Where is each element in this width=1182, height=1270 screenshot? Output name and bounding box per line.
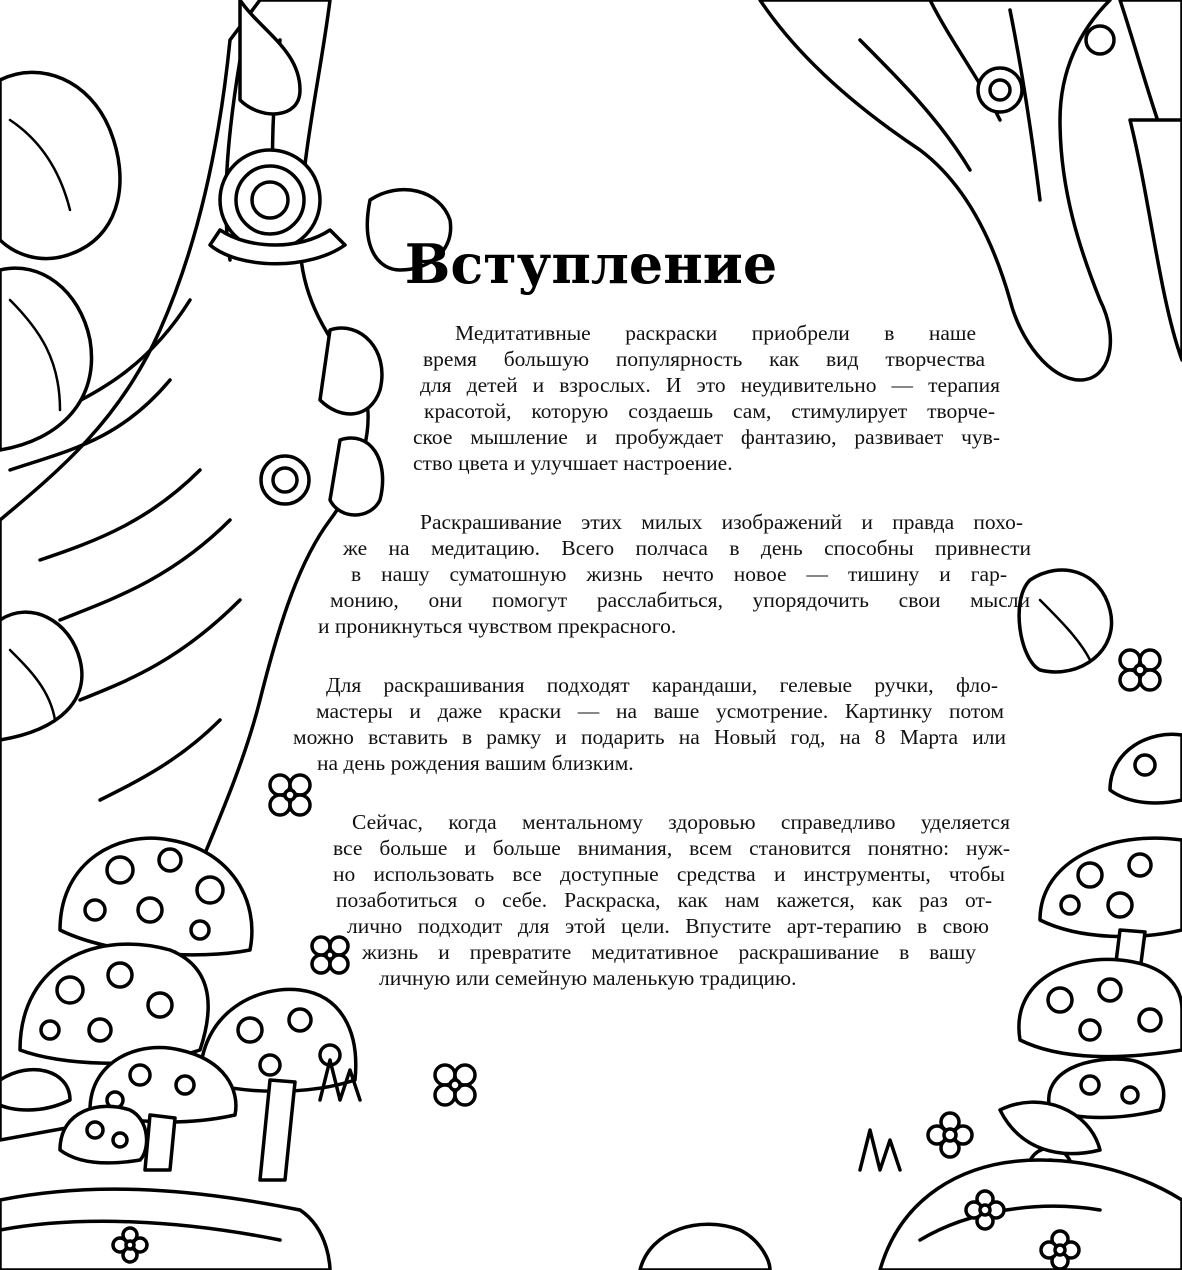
text-line: позаботиться о себе. Раскраска, как нам кажется, как раз от- [336,888,992,912]
text-line: можно вставить в рамку и подарить на Новый год, на 8 Марта или [293,725,1006,749]
text-line: и проникнуться чувством прекрасного. [318,614,677,638]
text-line: все больше и больше внимания, всем становится понятно: нуж- [333,836,1010,860]
text-line: ство цвета и улучшает настроение. [413,451,733,475]
text-line: монию, они помогут расслабиться, упорядочить свои мысли [330,588,1030,612]
mushroom-icon [1000,734,1182,1153]
text-line: жизнь и превратите медитативное раскрашивание в вашу [362,940,976,964]
text-line: мастеры и даже краски — на ваше усмотрение. Картинку потом [316,699,1004,723]
text-line: Медитативные раскраски приобрели в наше [455,321,976,345]
text-line: красотой, которую создаешь сам, стимулирует творче- [424,399,995,423]
text-line: Для раскрашивания подходят карандаши, гелевые ручки, фло- [326,673,998,697]
text-line: время большую популярность как вид творчества [423,347,985,371]
text-line: ское мышление и пробуждает фантазию, развивает чув- [413,425,1000,449]
text-line: же на медитацию. Всего полчаса в день способны привнести [343,536,1031,560]
text-line: в нашу суматошную жизнь нечто новое — тишину и гар- [351,562,1007,586]
text-line: но использовать все доступные средства и инструменты, чтобы [333,862,1005,886]
page-title: Вступление [404,232,778,296]
text-line: для детей и взрослых. И это неудивительно — терапия [420,373,1000,397]
text-line: лично подходит для этой цели. Впустите арт-терапию в свою [347,914,989,938]
text-line: на день рождения вашим близким. [317,751,634,775]
text-line: Сейчас, когда ментальному здоровью справедливо уделяется [352,810,1010,834]
text-line: Раскрашивание этих милых изображений и правда похо- [420,510,1023,534]
text-line: личную или семейную маленькую традицию. [379,966,797,990]
